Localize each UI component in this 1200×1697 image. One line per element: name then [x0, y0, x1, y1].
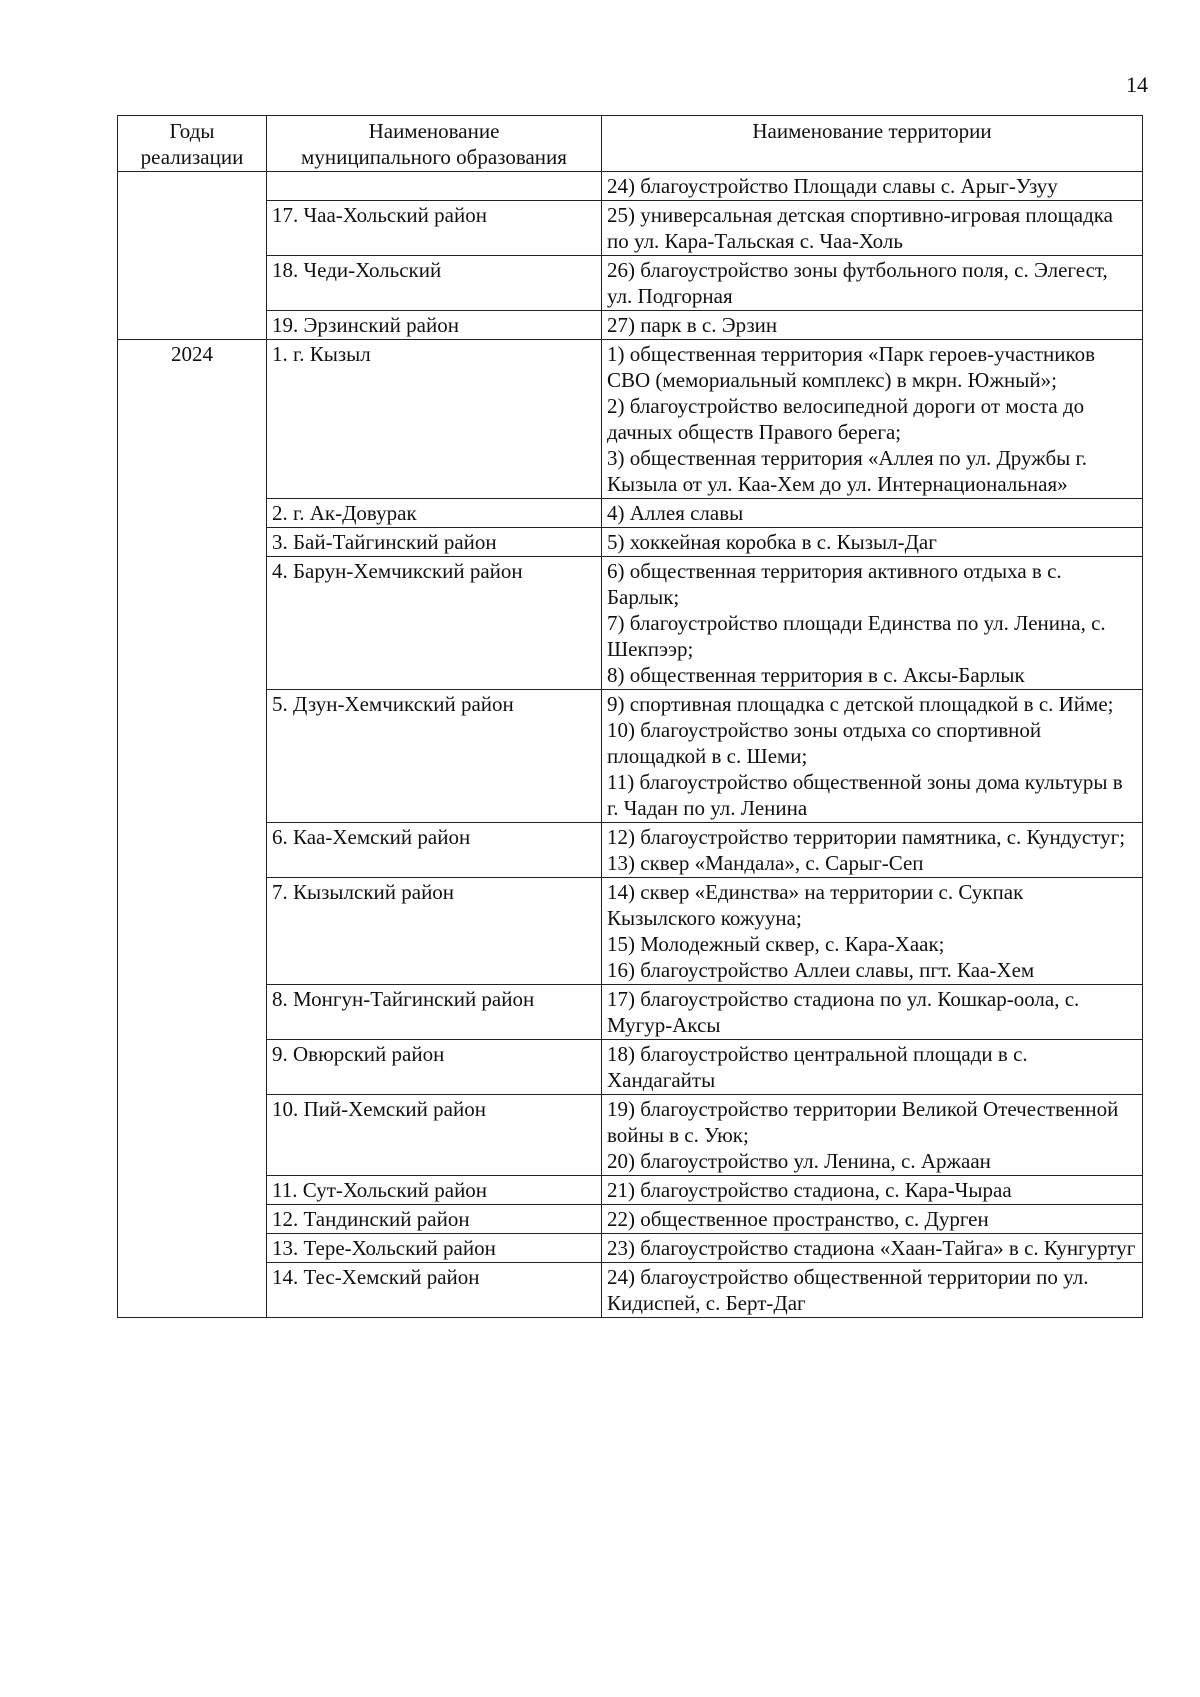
territory-item: 9) спортивная площадка с детской площадкой в с. Ийме; [607, 692, 1114, 716]
territory-item: 1) общественная территория «Парк героев-участников СВО (мемориальный комплекс) в мкрн. Южный»; [607, 342, 1096, 392]
territory-item: 15) Молодежный сквер, с. Кара-Хаак; [607, 932, 945, 956]
territory-item: 10) благоустройство зоны отдыха со спортивной площадкой в с. Шеми; [607, 718, 1042, 768]
municipality-cell: 3. Бай-Тайгинский район [267, 528, 602, 557]
territory-item: 18) благоустройство центральной площади в с. Хандагайты [607, 1042, 1028, 1092]
territory-cell [602, 690, 1143, 823]
territory-item: 7) благоустройство площади Единства по ул. Ленина, с. Шекпээр; [607, 611, 1106, 661]
territory-cell [602, 1095, 1143, 1176]
table-row [118, 340, 1143, 499]
territory-item: 5) хоккейная коробка в с. Кызыл-Даг [607, 530, 937, 554]
municipality-cell: 9. Овюрский район [267, 1040, 602, 1095]
territory-item: 19) благоустройство территории Великой Отечественной войны в с. Уюк; [607, 1097, 1119, 1147]
table-row [118, 878, 1143, 985]
table-row [118, 823, 1143, 878]
table-row [118, 1095, 1143, 1176]
table-row [118, 172, 1143, 201]
territory-cell [602, 172, 1143, 201]
municipality-cell: 6. Каа-Хемский район [267, 823, 602, 878]
territory-item: 14) сквер «Единства» на территории с. Сукпак Кызылского кожууна; [607, 880, 1024, 930]
header-municipality-line-1: Наименование [368, 119, 500, 143]
municipality-cell: 14. Тес-Хемский район [267, 1263, 602, 1318]
year-cell: 2024 [118, 340, 267, 1318]
header-year [118, 116, 267, 172]
table-row [118, 311, 1143, 340]
territory-item: 3) общественная территория «Аллея по ул. Дружбы г. Кызыла от ул. Каа-Хем до ул. Интернациональная» [607, 446, 1087, 496]
territory-item: 23) благоустройство стадиона «Хаан-Тайга» в с. Кунгуртуг [607, 1236, 1136, 1260]
territory-cell [602, 499, 1143, 528]
territory-item: 11) благоустройство общественной зоны дома культуры в г. Чадан по ул. Ленина [607, 770, 1123, 820]
municipality-cell: 11. Сут-Хольский район [267, 1176, 602, 1205]
table-row [118, 1040, 1143, 1095]
territory-item: 20) благоустройство ул. Ленина, с. Аржаан [607, 1149, 991, 1173]
territory-cell [602, 878, 1143, 985]
territory-item: 26) благоустройство зоны футбольного поля, с. Элегест, ул. Подгорная [607, 258, 1108, 308]
territory-cell [602, 528, 1143, 557]
municipality-cell: 2. г. Ак-Довурак [267, 499, 602, 528]
header-municipality [267, 116, 602, 172]
territory-item: 13) сквер «Мандала», с. Сарыг-Сеп [607, 851, 924, 875]
territory-item: 4) Аллея славы [607, 501, 744, 525]
territory-cell [602, 1040, 1143, 1095]
territory-cell [602, 1176, 1143, 1205]
table-header [118, 116, 1143, 172]
municipality-cell: 1. г. Кызыл [267, 340, 602, 499]
territory-cell [602, 823, 1143, 878]
territory-item: 17) благоустройство стадиона по ул. Кошкар-оола, с. Мугур-Аксы [607, 987, 1080, 1037]
territory-cell [602, 201, 1143, 256]
territory-item: 12) благоустройство территории памятника, с. Кундустуг; [607, 825, 1126, 849]
territory-item: 16) благоустройство Аллеи славы, пгт. Каа-Хем [607, 958, 1035, 982]
municipality-cell: 12. Тандинский район [267, 1205, 602, 1234]
municipality-cell [267, 172, 602, 201]
table-row [118, 1176, 1143, 1205]
territory-item: 24) благоустройство Площади славы с. Арыг-Узуу [607, 174, 1058, 198]
header-municipality-line-2: муниципального образования [301, 145, 567, 169]
municipality-cell: 13. Тере-Хольский район [267, 1234, 602, 1263]
table-row [118, 1205, 1143, 1234]
table-row [118, 690, 1143, 823]
table-row [118, 1263, 1143, 1318]
territory-item: 2) благоустройство велосипедной дороги от моста до дачных обществ Правого берега; [607, 394, 1085, 444]
municipality-cell: 10. Пий-Хемский район [267, 1095, 602, 1176]
territory-cell [602, 557, 1143, 690]
territory-cell [602, 311, 1143, 340]
municipality-cell: 5. Дзун-Хемчикский район [267, 690, 602, 823]
table-row [118, 256, 1143, 311]
territory-cell [602, 340, 1143, 499]
territories-table [117, 115, 1143, 1318]
municipality-cell: 7. Кызылский район [267, 878, 602, 985]
territory-cell [602, 985, 1143, 1040]
header-year-line-2: реализации [140, 145, 244, 169]
municipality-cell: 4. Барун-Хемчикский район [267, 557, 602, 690]
year-cell-continued [118, 172, 267, 340]
table-row [118, 1234, 1143, 1263]
municipality-cell: 18. Чеди-Хольский [267, 256, 602, 311]
table-row [118, 201, 1143, 256]
municipality-cell: 17. Чаа-Хольский район [267, 201, 602, 256]
table-body [118, 172, 1143, 1318]
territory-cell [602, 1205, 1143, 1234]
territory-item: 25) универсальная детская спортивно-игровая площадка по ул. Кара-Тальская с. Чаа-Холь [607, 203, 1113, 253]
territory-item: 27) парк в с. Эрзин [607, 313, 778, 337]
table-row [118, 499, 1143, 528]
municipality-cell: 8. Монгун-Тайгинский район [267, 985, 602, 1040]
header-territory [602, 116, 1143, 172]
header-territory-label: Наименование территории [752, 119, 992, 143]
territory-item: 8) общественная территория в с. Аксы-Барлык [607, 663, 1025, 687]
page-number: 14 [1126, 72, 1148, 97]
header-year-line-1: Годы [169, 119, 215, 143]
municipality-cell: 19. Эрзинский район [267, 311, 602, 340]
territory-cell [602, 256, 1143, 311]
table-row [118, 528, 1143, 557]
territory-item: 21) благоустройство стадиона, с. Кара-Чыраа [607, 1178, 1012, 1202]
table-row [118, 557, 1143, 690]
header-row [118, 116, 1143, 172]
table-row [118, 985, 1143, 1040]
territory-item: 6) общественная территория активного отдыха в с. Барлык; [607, 559, 1062, 609]
territory-item: 24) благоустройство общественной территории по ул. Кидиспей, с. Берт-Даг [607, 1265, 1089, 1315]
territory-cell [602, 1234, 1143, 1263]
territory-item: 22) общественное пространство, с. Дурген [607, 1207, 989, 1231]
territory-cell [602, 1263, 1143, 1318]
